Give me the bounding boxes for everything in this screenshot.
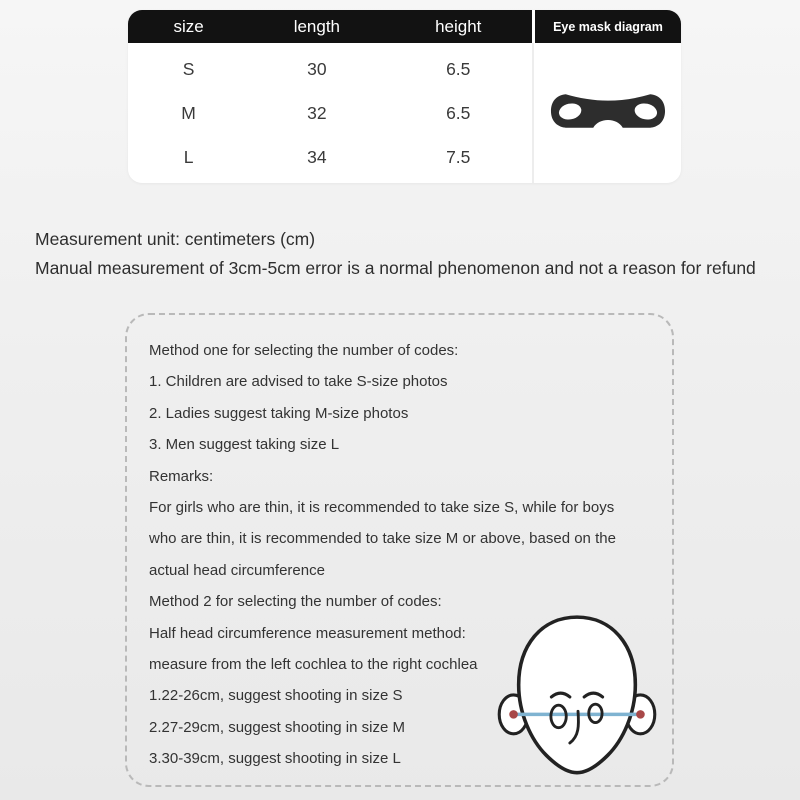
eye-mask-icon — [549, 91, 667, 136]
guide-line-half-head: Half head circumference measurement method: — [149, 624, 466, 642]
measurement-unit-note: Measurement unit: centimeters (cm) — [35, 229, 316, 249]
guide-line-range-l: 3.30-39cm, suggest shooting in size L — [149, 750, 401, 768]
size-table-main — [128, 10, 532, 183]
guide-line-range-m: 2.27-29cm, suggest shooting in size M — [149, 718, 405, 736]
column-header-height: height — [435, 16, 482, 36]
head-measurement-face-icon — [479, 611, 675, 785]
guide-line-men: 3. Men suggest taking size L — [149, 436, 340, 454]
guide-line-remarks: Remarks: — [149, 467, 214, 485]
guide-line-remark-2: who are thin, it is recommended to take size M or above, based on the — [149, 530, 616, 548]
table-row-m — [128, 91, 532, 135]
guide-line-method-two: Method 2 for selecting the number of codes: — [149, 593, 442, 611]
guide-line-cochlea: measure from the left cochlea to the right cochlea — [149, 656, 478, 674]
cell-length: 30 — [307, 58, 327, 79]
guide-line-children: 1. Children are advised to take S-size photos — [149, 373, 448, 391]
column-header-eye-mask-diagram: Eye mask diagram — [532, 10, 681, 43]
guide-line-remark-1: For girls who are thin, it is recommended to take size S, while for boys — [149, 499, 615, 517]
table-row-s — [128, 47, 532, 91]
guide-line-remark-3: actual head circumference — [149, 561, 325, 579]
measurement-tolerance-note: Manual measurement of 3cm-5cm error is a normal phenomenon and not a reason for refund — [35, 258, 756, 278]
cell-length: 32 — [307, 102, 327, 123]
eye-mask-diagram-cell — [532, 43, 681, 183]
cell-size: S — [182, 58, 195, 79]
cell-height: 6.5 — [446, 58, 471, 79]
column-header-length: length — [293, 16, 341, 36]
column-header-size: size — [173, 16, 204, 36]
table-row-l — [128, 135, 532, 179]
guide-line-ladies: 2. Ladies suggest taking M-size photos — [149, 404, 409, 422]
size-table-diagram-column — [532, 10, 681, 183]
size-selection-guide-box — [125, 313, 674, 787]
size-table-body — [128, 43, 532, 183]
cell-size: M — [181, 102, 196, 123]
size-table — [128, 10, 681, 183]
cell-length: 34 — [307, 146, 327, 167]
guide-line-method-one: Method one for selecting the number of codes: — [149, 342, 459, 359]
guide-line-range-s: 1.22-26cm, suggest shooting in size S — [149, 687, 403, 705]
size-table-header-row — [128, 10, 532, 43]
cell-size: L — [183, 146, 194, 167]
cell-height: 6.5 — [446, 102, 471, 123]
cell-height: 7.5 — [446, 146, 471, 167]
